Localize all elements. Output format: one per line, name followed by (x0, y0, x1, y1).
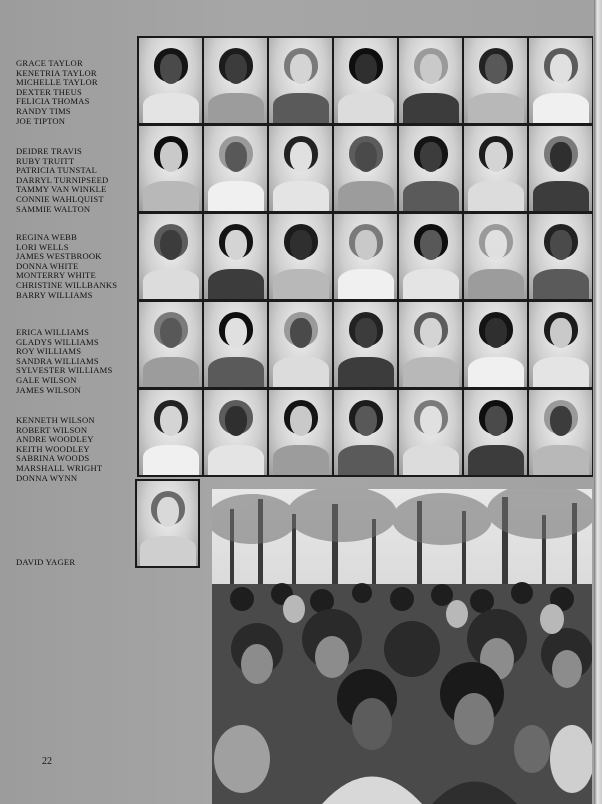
name-list (16, 233, 134, 300)
student-portrait (464, 390, 527, 475)
student-name: KENETRIA TAYLOR (16, 67, 97, 78)
student-name: DONNA WHITE (16, 260, 79, 271)
student-name: JAMES WESTBROOK (16, 251, 102, 262)
student-portrait (137, 481, 198, 566)
student-portrait (269, 390, 332, 475)
page-spine (594, 0, 602, 804)
student-name: DEIDRE TRAVIS (16, 146, 83, 156)
student-name: MONTERRY WHITE (16, 270, 96, 281)
crowd-photo (212, 489, 592, 804)
student-name: PATRICIA TUNSTAL (16, 165, 98, 176)
student-portrait (464, 126, 527, 211)
student-name: ROBERT WILSON (16, 424, 88, 435)
student-portrait (204, 390, 267, 475)
student-name: DAVID YAGER (16, 557, 76, 567)
student-portrait (529, 126, 592, 211)
student-name: BARRY WILLIAMS (16, 289, 93, 300)
student-portrait (204, 302, 267, 387)
single-portrait-frame (135, 479, 200, 568)
student-portrait (139, 302, 202, 387)
student-name: RUBY TRUITT (16, 155, 75, 166)
student-name: GALE WILSON (16, 374, 77, 385)
student-portrait (399, 214, 462, 299)
student-name: JOE TIPTON (16, 115, 66, 126)
student-portrait (334, 214, 397, 299)
student-portrait (464, 38, 527, 123)
student-name: DARRYL TURNIPSEED (16, 174, 109, 185)
student-name: SABRINA WOODS (16, 453, 90, 464)
student-name: ROY WILLIAMS (16, 346, 82, 357)
student-portrait (269, 126, 332, 211)
student-name: ERICA WILLIAMS (16, 327, 90, 337)
student-name: DONNA WYNN (16, 472, 78, 483)
name-list (16, 558, 134, 568)
student-name: SAMMIE WALTON (16, 203, 91, 214)
name-list (16, 59, 134, 126)
student-portrait (269, 214, 332, 299)
student-portrait (204, 126, 267, 211)
student-name: DEXTER THEUS (16, 86, 82, 97)
student-name: RANDY TIMS (16, 105, 71, 116)
student-portrait (334, 126, 397, 211)
student-name: MARSHALL WRIGHT (16, 462, 103, 473)
student-portrait (529, 214, 592, 299)
student-name: GLADYS WILLIAMS (16, 336, 99, 347)
student-portrait (399, 126, 462, 211)
student-name: LORI WELLS (16, 241, 69, 252)
student-portrait (204, 214, 267, 299)
student-name: KENNETH WILSON (16, 415, 95, 425)
student-portrait (139, 214, 202, 299)
student-name: GRACE TAYLOR (16, 58, 83, 68)
name-list (16, 328, 134, 395)
student-name: REGINA WEBB (16, 232, 78, 242)
student-portrait (139, 38, 202, 123)
student-portrait (464, 214, 527, 299)
student-portrait (464, 302, 527, 387)
student-portrait (399, 38, 462, 123)
student-portrait (399, 302, 462, 387)
student-portrait (529, 38, 592, 123)
portrait-grid (137, 36, 593, 477)
student-portrait (139, 126, 202, 211)
student-name: CHRISTINE WILLBANKS (16, 279, 118, 290)
student-name: TAMMY VAN WINKLE (16, 184, 107, 195)
student-name: SANDRA WILLIAMS (16, 355, 99, 366)
student-portrait (139, 390, 202, 475)
student-portrait (334, 38, 397, 123)
student-name: FELICIA THOMAS (16, 96, 90, 107)
student-portrait (529, 302, 592, 387)
student-name: KEITH WOODLEY (16, 443, 90, 454)
student-portrait (529, 390, 592, 475)
name-list (16, 147, 134, 214)
student-portrait (334, 302, 397, 387)
student-name: JAMES WILSON (16, 384, 82, 395)
student-portrait (204, 38, 267, 123)
student-portrait (269, 302, 332, 387)
name-list (16, 416, 134, 483)
crowd-photo-image (212, 489, 592, 804)
student-portrait (399, 390, 462, 475)
page-number: 22 (42, 756, 52, 767)
student-name: ANDRE WOODLEY (16, 434, 94, 445)
student-name: CONNIE WAHLQUIST (16, 193, 104, 204)
student-portrait (269, 38, 332, 123)
student-name: SYLVESTER WILLIAMS (16, 365, 113, 376)
student-name: MICHELLE TAYLOR (16, 77, 98, 88)
student-portrait (334, 390, 397, 475)
